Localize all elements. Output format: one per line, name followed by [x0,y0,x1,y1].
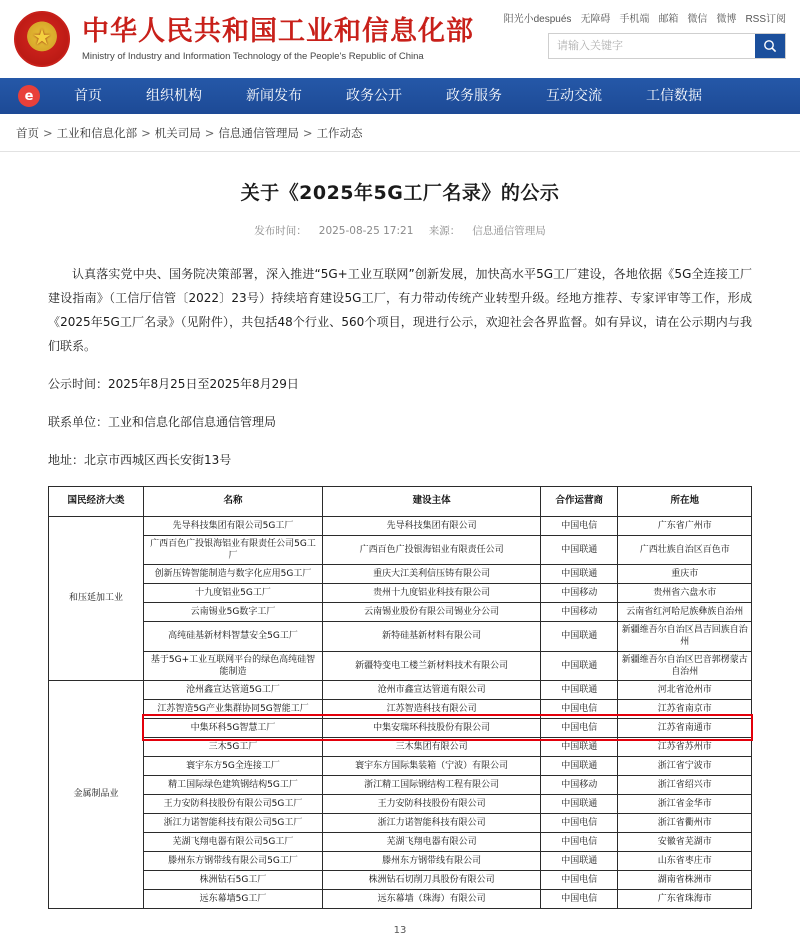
paragraph-main: 认真落实党中央、国务院决策部署，深入推进“5G+工业互联网”创新发展，加快高水平5G工厂建设，各地依据《5G全连接工厂建设指南》（工信厅信管〔2022〕23号）持续培育建设5G工厂，有力带动传统产业转型升级。经地方推荐、专家评审等工作，形成《2025年5G工厂名录》（见附件），共包括48个行业、560个项目，现进行公示，欢迎社会各界监督。如有异议，请在公示期内与我们联系。 [48,267,752,353]
table-cell-operator: 中国联通 [541,565,618,584]
site-title-block [82,16,474,62]
publish-time-value: 2025-08-25 17:21 [318,225,414,237]
main-nav [0,78,800,114]
table-cell-entity: 新特硅基新材料有限公司 [323,622,541,651]
table-row [49,756,752,775]
page-title: 关于《2025年5G工厂名录》的公示 [240,182,560,204]
table-cell-location: 江苏省南京市 [618,699,752,718]
nav-item-interaction[interactable]: 互动交流 [546,88,602,104]
table-cell-location: 浙江省绍兴市 [618,775,752,794]
table-cell-location: 广东省广州市 [618,517,752,536]
table-row [49,794,752,813]
nav-item-org[interactable]: 组织机构 [146,88,202,104]
national-emblem-icon [14,11,70,67]
table-cell-name: 远东幕墙5G工厂 [143,889,322,908]
search-button[interactable] [755,34,785,58]
table-cell-operator: 中国联通 [541,622,618,651]
document-body [22,262,778,472]
paragraph-address: 地址：北京市西城区西长安街13号 [48,453,232,467]
table-cell-location: 湖南省株洲市 [618,870,752,889]
table-cell-name: 精工国际绿色建筑钢结构5G工厂 [143,775,322,794]
table-cell-name: 十九度铝业5G工厂 [143,584,322,603]
table-cell-operator: 中国电信 [541,517,618,536]
table-cell-operator: 中国联通 [541,536,618,565]
table-header-row [49,487,752,517]
table-cell-name: 王力安防科技股份有限公司5G工厂 [143,794,322,813]
header-right [503,10,786,59]
table-cell-location: 新疆维吾尔自治区巴音郭楞蒙古自治州 [618,651,752,680]
table-cell-operator: 中国电信 [541,870,618,889]
table-cell-name: 浙江力诺智能科技有限公司5G工厂 [143,813,322,832]
table-cell-name: 基于5G+工业互联网平台的绿色高纯硅智能制造 [143,651,322,680]
table-cell-name: 云南锡业5G数字工厂 [143,603,322,622]
table-row [49,718,752,737]
document-container [0,151,800,936]
table-cell-name: 高纯硅基新材料智慧安全5G工厂 [143,622,322,651]
table-cell-entity: 远东幕墙（珠海）有限公司 [323,889,541,908]
top-link-5[interactable]: 微博 [716,14,737,25]
table-cell-category: 和压延加工业 [49,517,144,681]
table-cell-entity: 王力安防科技股份有限公司 [323,794,541,813]
publish-time-label: 发布时间： [254,225,307,237]
th-entity: 建设主体 [323,487,541,517]
table-cell-entity: 先导科技集团有限公司 [323,517,541,536]
document-meta [22,223,778,238]
table-cell-location: 云南省红河哈尼族彝族自治州 [618,603,752,622]
table-cell-operator: 中国联通 [541,794,618,813]
table-row [49,699,752,718]
breadcrumb-sep: > [302,126,313,140]
table-cell-location: 贵州省六盘水市 [618,584,752,603]
table-row [49,622,752,651]
factory-table-body [49,517,752,909]
table-cell-location: 安徽省芜湖市 [618,832,752,851]
table-cell-entity: 广西百色广投银海铝业有限责任公司 [323,536,541,565]
table-cell-entity: 浙江力诺智能科技有限公司 [323,813,541,832]
table-cell-name: 江苏智造5G产业集群协同5G智能工厂 [143,699,322,718]
table-cell-location: 浙江省衢州市 [618,813,752,832]
breadcrumb-item-0[interactable]: 首页 [16,126,39,140]
table-cell-name: 株洲钻石5G工厂 [143,870,322,889]
breadcrumb [0,114,800,151]
table-cell-location: 重庆市 [618,565,752,584]
factory-table [48,486,752,909]
table-cell-entity: 云南锡业股份有限公司锡业分公司 [323,603,541,622]
table-cell-entity: 沧州市鑫宣达管道有限公司 [323,680,541,699]
top-link-0[interactable]: 阳光小después [503,14,572,25]
search-icon [763,39,777,53]
search-bar [548,33,786,59]
table-cell-name: 寰宇东方5G全连接工厂 [143,756,322,775]
table-row [49,870,752,889]
search-input[interactable] [549,34,755,58]
top-link-4[interactable]: 微信 [687,14,708,25]
table-cell-location: 浙江省宁波市 [618,756,752,775]
table-cell-location: 广东省珠海市 [618,889,752,908]
top-link-6[interactable]: RSS订阅 [745,14,786,25]
table-cell-location: 广西壮族自治区百色市 [618,536,752,565]
table-cell-location: 河北省沧州市 [618,680,752,699]
table-cell-name: 芜湖飞翔电器有限公司5G工厂 [143,832,322,851]
table-cell-operator: 中国联通 [541,737,618,756]
table-cell-entity: 浙江精工国际钢结构工程有限公司 [323,775,541,794]
top-links [503,10,786,25]
nav-item-affairs-open[interactable]: 政务公开 [346,88,402,104]
nav-item-data[interactable]: 工信数据 [646,88,702,104]
table-cell-name: 三木5G工厂 [143,737,322,756]
table-cell-entity: 新疆特变电工楼兰新材料技术有限公司 [323,651,541,680]
breadcrumb-sep: > [43,126,53,140]
table-cell-operator: 中国联通 [541,651,618,680]
nav-item-services[interactable]: 政务服务 [446,88,502,104]
th-category: 国民经济大类 [49,487,144,517]
site-header [0,0,800,78]
site-title-cn: 中华人民共和国工业和信息化部 [82,15,474,47]
table-row [49,851,752,870]
table-cell-location: 浙江省金华市 [618,794,752,813]
breadcrumb-item-2[interactable]: 机关司局 [154,126,201,140]
table-cell-operator: 中国电信 [541,889,618,908]
top-link-3[interactable]: 邮箱 [658,14,679,25]
source-value: 信息通信管理局 [472,225,546,237]
factory-table-wrap [22,486,778,909]
table-cell-location: 山东省枣庄市 [618,851,752,870]
table-cell-name: 创新压铸智能制造与数字化应用5G工厂 [143,565,322,584]
top-link-2[interactable]: 手机端 [619,14,650,25]
table-cell-operator: 中国电信 [541,699,618,718]
table-cell-name: 滕州东方钢带线有限公司5G工厂 [143,851,322,870]
table-cell-operator: 中国联通 [541,680,618,699]
table-row [49,775,752,794]
nav-item-news[interactable]: 新闻发布 [246,88,302,104]
table-cell-location: 江苏省南通市 [618,718,752,737]
breadcrumb-sep: > [141,126,151,140]
table-cell-name: 广西百色广投银海铝业有限责任公司5G工厂 [143,536,322,565]
breadcrumb-sep: > [204,126,215,140]
paragraph-contact-unit: 联系单位：工业和信息化部信息通信管理局 [48,415,277,429]
table-cell-name: 先导科技集团有限公司5G工厂 [143,517,322,536]
breadcrumb-item-1[interactable]: 工业和信息化部 [56,126,138,140]
source-label: 来源： [428,225,461,237]
table-cell-entity: 芜湖飞翔电器有限公司 [323,832,541,851]
th-name: 名称 [143,487,322,517]
table-cell-operator: 中国联通 [541,851,618,870]
table-row [49,889,752,908]
table-cell-name: 沧州鑫宣达管道5G工厂 [143,680,322,699]
table-cell-operator: 中国移动 [541,603,618,622]
table-row [49,680,752,699]
table-row [49,565,752,584]
table-row [49,813,752,832]
table-cell-location: 江苏省苏州市 [618,737,752,756]
table-row [49,832,752,851]
table-row [49,603,752,622]
table-row [49,584,752,603]
top-link-1[interactable]: 无障碍 [580,14,611,25]
site-title-en: Ministry of Industry and Information Technology of the People's Republic of China [82,51,424,63]
table-cell-entity: 寰宇东方国际集装箱（宁波）有限公司 [323,756,541,775]
table-cell-entity: 贵州十九度铝业科技有限公司 [323,584,541,603]
table-cell-entity: 中集安瑞环科技股份有限公司 [323,718,541,737]
table-cell-operator: 中国移动 [541,775,618,794]
breadcrumb-item-4[interactable]: 工作动态 [316,126,363,140]
table-row [49,536,752,565]
table-cell-entity: 江苏智造科技有限公司 [323,699,541,718]
table-cell-operator: 中国联通 [541,756,618,775]
paragraph-notice-period: 公示时间：2025年8月25日至2025年8月29日 [48,377,299,391]
table-cell-entity: 株洲钻石切削刀具股份有限公司 [323,870,541,889]
table-cell-name: 中集环科5G智慧工厂 [143,718,322,737]
th-location: 所在地 [618,487,752,517]
table-cell-category: 金属制品业 [49,680,144,908]
table-cell-operator: 中国移动 [541,584,618,603]
table-cell-operator: 中国电信 [541,832,618,851]
table-cell-entity: 三木集团有限公司 [323,737,541,756]
table-cell-location: 新疆维吾尔自治区昌吉回族自治州 [618,622,752,651]
th-operator: 合作运营商 [541,487,618,517]
nav-logo-icon: e [18,85,40,107]
page-number: 13 [393,924,407,936]
table-cell-entity: 滕州东方钢带线有限公司 [323,851,541,870]
table-row [49,737,752,756]
table-row [49,517,752,536]
table-cell-operator: 中国电信 [541,718,618,737]
table-row [49,651,752,680]
nav-item-home[interactable]: 首页 [74,88,102,104]
table-cell-operator: 中国电信 [541,813,618,832]
breadcrumb-item-3[interactable]: 信息通信管理局 [218,126,299,140]
table-cell-entity: 重庆大江美利信压铸有限公司 [323,565,541,584]
